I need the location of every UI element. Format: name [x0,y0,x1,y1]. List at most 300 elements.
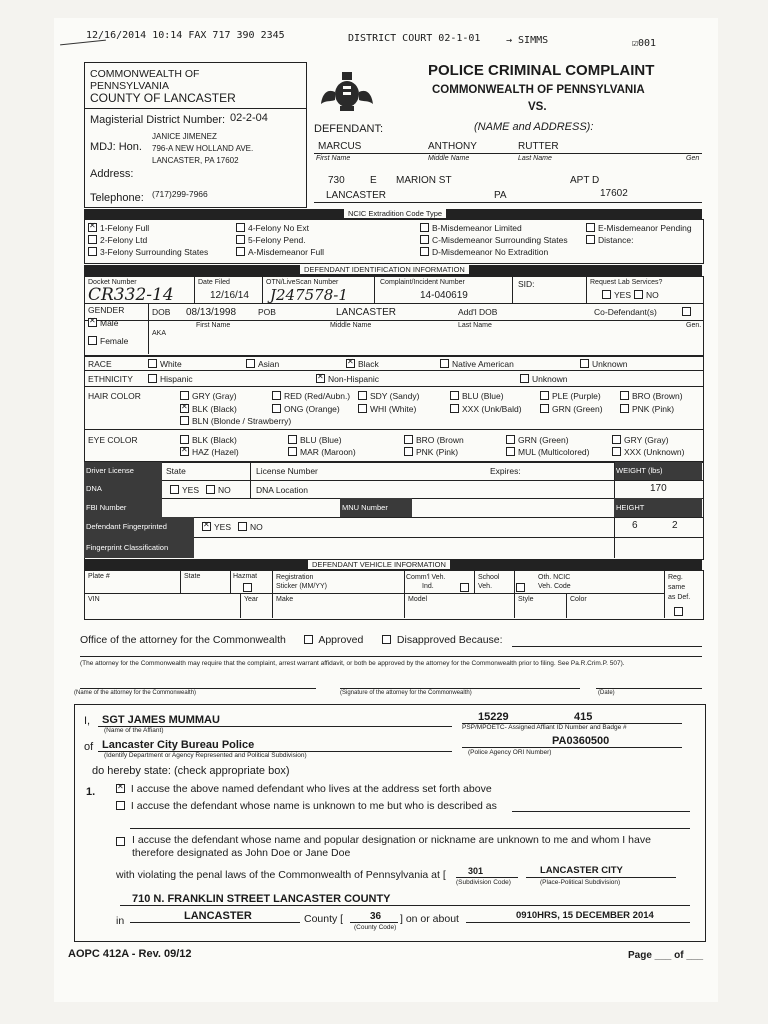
fbi-number-label: FBI Number [84,498,162,517]
dna-yes-box[interactable] [170,485,179,494]
blk-black-box[interactable] [180,435,189,444]
female-checkbox[interactable] [88,336,128,346]
hair-options-ple-purple-checkbox[interactable] [540,391,601,401]
hair-color-label: HAIR COLOR [88,391,141,401]
sdy-sandy-label: SDY (Sandy) [370,391,420,401]
ori-label: (Police Agency ORI Number) [468,749,552,756]
bro-brown-label: BRO (Brown) [632,391,683,401]
hair-options-grn-green-checkbox[interactable] [540,404,603,414]
school-vehicle-label [478,573,499,591]
hair-options-red-red-aubn-checkbox[interactable] [272,391,350,401]
xxx-unk-bald-label: XXX (Unk/Bald) [462,404,522,414]
on-or-about-label: ] on or about [400,913,459,925]
form-subtitle: COMMONWEALTH OF PENNSYLVANIA [432,84,645,96]
grn-green-box[interactable] [506,435,515,444]
affiant-statement: do hereby state: (check appropriate box) [92,765,290,777]
ple-purple-label: PLE (Purple) [552,391,601,401]
gry-gray-label: GRY (Gray) [192,391,237,401]
vin-label: VIN [88,596,100,603]
hair-options-pnk-pink-checkbox[interactable] [620,404,674,414]
4-felony-no-ext-box[interactable] [236,223,245,232]
mdj-label: Magisterial District Number: [90,114,226,126]
co-defendant-label: Co-Defendant(s) [594,307,657,317]
judge-address-1: 796-A NEW HOLLAND AVE. [152,144,254,153]
hazmat-checkbox[interactable] [243,583,255,593]
accuse-john-doe-checkbox[interactable] [116,834,676,860]
eye-color-label: EYE COLOR [88,435,138,445]
ident-header: DEFENDANT IDENTIFICATION INFORMATION [300,265,469,274]
court-divider [84,108,306,109]
blu-blue-label: BLU (Blue) [462,391,504,401]
vehicle-header: DEFENDANT VEHICLE INFORMATION [308,560,450,569]
affiant-name-label: (Name of the Affiant) [104,727,164,734]
dob-label: DOB [152,307,171,317]
fingerprinted-label: Defendant Fingerprinted [84,517,194,537]
address-label: Address: [90,168,134,180]
datetime-line [466,922,690,923]
page-count: Page ___ of ___ [628,950,704,961]
school-vehicle-box[interactable] [516,583,525,592]
d-misdemeanor-no-extradition-box[interactable] [420,247,429,256]
gry-gray-box[interactable] [612,435,621,444]
disapproved-checkbox[interactable] [382,634,503,646]
plate-label: Plate # [88,573,110,580]
grn-green-box[interactable] [540,404,549,413]
lab-no-label: NO [646,290,659,300]
pnk-pink-label: PNK (Pink) [632,404,675,414]
height-inches: 2 [672,520,678,531]
female-label: Female [100,336,129,346]
hazmat-box[interactable] [243,583,252,592]
black-box[interactable] [346,359,355,368]
eye-options-blu-blue-checkbox[interactable] [288,435,342,445]
vehicle-state-label: State [184,573,201,580]
attorney-rule [80,656,702,657]
female-box[interactable] [88,336,97,345]
xxx-unk-bald-box[interactable] [450,404,459,413]
height-label: HEIGHT [614,498,702,517]
vehicle-col-divider [272,570,273,618]
expires-label: Expires: [490,466,521,476]
hair-options-gry-gray-checkbox[interactable] [180,391,237,401]
dna-no-box[interactable] [206,485,215,494]
pob-value: LANCASTER [336,307,397,318]
white-box[interactable] [148,359,157,368]
1-felony-full-box[interactable] [88,223,97,232]
eye-options-mar-maroon-checkbox[interactable] [288,447,356,457]
pnk-pink-box[interactable] [404,447,413,456]
haz-hazel-box[interactable] [180,447,189,456]
ident-row-divider-1 [84,303,703,304]
form-title: POLICE CRIMINAL COMPLAINT [428,62,655,79]
3-felony-surrounding-states-box[interactable] [88,247,97,256]
c-misdemeanor-surrounding-states-box[interactable] [420,235,429,244]
school-label-2: Veh. [478,583,493,590]
reg-same-checkbox[interactable] [674,607,686,617]
1-felony-full-label: 1-Felony Full [100,223,150,233]
otn-label: OTN/LiveScan Number [266,279,339,286]
d-misdemeanor-no-extradition-label: D-Misdemeanor No Extradition [432,247,549,257]
school-label-1: School [478,574,500,581]
reg-same-2: same [668,584,686,591]
license-divider [84,480,703,481]
lab-services-label: Request Lab Services? [590,279,663,286]
race-options-white-checkbox[interactable] [148,359,182,369]
style-label: Style [518,596,534,603]
mdj-number: 02-2-04 [230,112,268,124]
gry-gray-box[interactable] [180,391,189,400]
5-felony-pend-label: 5-Felony Pend. [248,235,306,245]
pennsylvania-seal-icon [318,70,376,114]
sid-label: SID: [518,279,535,289]
red-red-aubn-label: RED (Red/Aubn.) [284,391,351,401]
accuse-unknown-label: I accuse the defendant whose name is unknown to me but who is described as [130,800,497,812]
unknown-box[interactable] [520,374,529,383]
blu-blue-box[interactable] [288,435,297,444]
ident-row-divider-2 [84,320,703,321]
white-label: White [160,359,182,369]
ncic-options-4-felony-no-ext-checkbox[interactable] [236,223,309,233]
ethnicity-options-non-hispanic-checkbox[interactable] [316,374,379,384]
place-subdivision: LANCASTER CITY [540,865,623,876]
aka-gen-label: Gen. [686,322,702,329]
affiant-agency: Lancaster City Bureau Police [102,739,255,751]
court-heading [90,68,236,104]
accuse-john-doe-box[interactable] [116,837,125,846]
lab-yes-checkbox[interactable] [602,290,631,300]
eye-options-grn-green-checkbox[interactable] [506,435,569,445]
court-line-2: PENNSYLVANIA [90,80,169,92]
county-code-line [350,922,398,923]
co-defendant-checkbox[interactable] [682,307,694,317]
disapproved-box[interactable] [382,635,391,644]
defendant-last-name: RUTTER [518,141,559,152]
commercial-label-1: Comm'l Veh. [406,574,446,581]
ncic-options-b-misdemeanor-limited-checkbox[interactable] [420,223,522,233]
dl-state-label: State [166,466,186,476]
whi-white-label: WHI (White) [370,404,417,414]
reg-same-label [668,573,690,603]
blk-black-box[interactable] [180,404,189,413]
native-american-box[interactable] [440,359,449,368]
registration-label-1: Registration [276,574,314,581]
hair-options-bro-brown-checkbox[interactable] [620,391,683,401]
middle-name-label: Middle Name [428,155,470,162]
street-number: 730 [328,175,345,186]
unknown-label: Unknown [592,359,628,369]
sdy-sandy-box[interactable] [358,391,367,400]
eye-options-mul-multicolored-checkbox[interactable] [506,447,589,457]
a-misdemeanor-full-label: A-Misdemeanor Full [248,247,325,257]
dna-yes-checkbox[interactable] [170,485,199,495]
accuse-unknown-box[interactable] [116,801,125,810]
hispanic-box[interactable] [148,374,157,383]
defendant-middle-name: ANTHONY [428,141,477,152]
co-defendant-box[interactable] [682,307,691,316]
fingerprint-no-checkbox[interactable] [238,522,263,532]
unknown-box[interactable] [580,359,589,368]
ncic-options-e-misdemeanor-pending-checkbox[interactable] [586,223,692,233]
mar-maroon-label: MAR (Maroon) [300,447,356,457]
asian-box[interactable] [246,359,255,368]
5-felony-pend-box[interactable] [236,235,245,244]
ncic-options-2-felony-ltd-checkbox[interactable] [88,235,147,245]
dna-no-checkbox[interactable] [206,485,231,495]
ident-col-divider [374,276,375,303]
3-felony-surrounding-states-label: 3-Felony Surrounding States [100,247,209,257]
fingerprint-classification-label: Fingerprint Classification [84,537,194,558]
last-name-label: Last Name [518,155,552,162]
eye-options-xxx-unknown-checkbox[interactable] [612,447,684,457]
attorney-date-line [596,688,702,689]
eye-options-haz-hazel-checkbox[interactable] [180,447,239,457]
state: PA [494,190,507,201]
county-code: 36 [370,911,382,922]
affiant-of-label: of [84,741,94,753]
grn-green-label: GRN (Green) [552,404,603,414]
blu-blue-box[interactable] [450,391,459,400]
ncic-options-5-felony-pend-checkbox[interactable] [236,235,306,245]
place-line [526,877,676,878]
street-direction: E [370,175,377,186]
vehicle-row-divider [84,593,664,594]
disapproved-label: Disapproved Because: [396,634,503,646]
non-hispanic-box[interactable] [316,374,325,383]
ethnicity-options-unknown-checkbox[interactable] [520,374,567,384]
docket-label: Docket Number [88,279,137,286]
e-misdemeanor-pending-label: E-Misdemeanor Pending [598,223,692,233]
asian-label: Asian [258,359,280,369]
lab-yes-box[interactable] [602,290,611,299]
school-vehicle-checkbox[interactable] [516,583,528,593]
vehicle-col-divider [664,570,665,618]
non-hispanic-label: Non-Hispanic [328,374,380,384]
additional-dob-label: Add'l DOB [458,307,498,317]
accuse-named-checkbox[interactable] [116,783,492,795]
eye-options-blk-black-checkbox[interactable] [180,435,237,445]
fax-page-number: ☑001 [632,38,657,49]
bro-brown-label: BRO (Brown [416,435,464,445]
gender-label: GENDER [88,305,125,315]
xxx-unknown-box[interactable] [612,447,621,456]
affiant-id-number: 15229 [478,711,509,723]
county-label: County [ [304,913,344,925]
name-underline [314,153,702,154]
eye-options-bro-brown-checkbox[interactable] [404,435,464,445]
commercial-vehicle-box[interactable] [460,583,469,592]
model-label: Model [408,596,428,603]
subdivision-code-line [456,877,518,878]
attorney-signature-label: (Signature of the attorney for the Commonwealth) [340,690,472,696]
dna-yes-label: YES [182,485,200,495]
hair-options-whi-white-checkbox[interactable] [358,404,416,414]
race-options-unknown-checkbox[interactable] [580,359,627,369]
dna-location-label: DNA Location [256,485,308,495]
weight-value: 170 [650,483,667,494]
male-checkbox[interactable] [88,318,118,328]
hair-options-sdy-sandy-checkbox[interactable] [358,391,419,401]
vehicle-box [84,570,704,620]
lab-no-checkbox[interactable] [634,290,659,300]
native-american-label: Native American [452,359,514,369]
hair-options-blu-blue-checkbox[interactable] [450,391,504,401]
mar-maroon-box[interactable] [288,447,297,456]
commercial-vehicle-label [406,573,445,591]
lab-no-box[interactable] [634,290,643,299]
male-box[interactable] [88,318,97,327]
blu-blue-label: BLU (Blue) [300,435,342,445]
fingerprint-yes-box[interactable] [202,522,211,531]
whi-white-box[interactable] [358,404,367,413]
hair-options-bln-blonde-strawberry-checkbox[interactable] [180,416,291,426]
eye-options-gry-gray-checkbox[interactable] [612,435,669,445]
defendant-first-name: MARCUS [318,141,362,152]
bln-blonde-strawberry-box[interactable] [180,416,189,425]
description-line-1 [512,811,690,812]
bln-blonde-strawberry-label: BLN (Blonde / Strawberry) [192,416,292,426]
ncic-options-1-felony-full-checkbox[interactable] [88,223,149,233]
fingerprint-no-label: NO [250,522,263,532]
unknown-label: Unknown [532,374,568,384]
vehicle-col-divider [566,593,567,618]
ong-orange-box[interactable] [272,404,281,413]
place-label: (Place-Political Subdivision) [540,879,621,886]
accuse-unknown-checkbox[interactable] [116,800,497,812]
b-misdemeanor-limited-box[interactable] [420,223,429,232]
approved-label: Approved [318,634,364,646]
commercial-vehicle-checkbox[interactable] [460,583,472,593]
gender-divider [148,303,149,354]
fingerprint-no-box[interactable] [238,522,247,531]
date-filed-label: Date Filed [198,279,230,286]
form-number: AOPC 412A - Rev. 09/12 [68,948,192,960]
e-misdemeanor-pending-box[interactable] [586,223,595,232]
police-ori-number: PA0360500 [552,735,610,747]
gry-gray-label: GRY (Gray) [624,435,669,445]
b-misdemeanor-limited-label: B-Misdemeanor Limited [432,223,522,233]
ncic-header-bar [84,209,702,219]
attorney-name-label: (Name of the attorney for the Commonwealth) [74,690,197,696]
vehicle-col-divider [514,570,515,618]
affiant-i-label: I, [84,715,91,727]
vehicle-col-divider [240,593,241,618]
bro-brown-box[interactable] [404,435,413,444]
gen-label: Gen [686,155,700,162]
telephone-label: Telephone: [90,192,144,204]
mul-multicolored-box[interactable] [506,447,515,456]
fingerprint-yes-label: YES [214,522,232,532]
ncic-header: NCIC Extradition Code Type [344,209,446,218]
distance-box[interactable] [586,235,595,244]
race-options-black-checkbox[interactable] [346,359,379,369]
accuse-john-doe-label: I accuse the defendant whose name and popular designation or nickname are unknown to me and whom I have therefore designated as John Doe or Jane Doe [132,834,651,859]
ncic-options-d-misdemeanor-no-extradition-checkbox[interactable] [420,247,548,257]
descriptors-divider [84,429,703,430]
hair-options-ong-orange-checkbox[interactable] [272,404,340,414]
aka-first-label: First Name [196,322,231,329]
dna-no-label: NO [218,485,231,495]
height-feet: 6 [632,520,638,531]
fingerprint-yes-checkbox[interactable] [202,522,231,532]
affiant-name: SGT JAMES MUMMAU [102,714,220,726]
subdivision-code-label: (Subdivision Code) [456,879,511,886]
hazmat-label: Hazmat [233,573,258,580]
in-label: in [116,915,125,927]
distance-label: Distance: [598,235,634,245]
ncic-label-1: Oth. NCIC [538,574,571,581]
location-line [120,905,690,906]
telephone-number: (717)299-7966 [152,189,208,199]
red-red-aubn-box[interactable] [272,391,281,400]
attorney-date-label: (Date) [598,690,615,696]
ori-line [462,747,682,748]
judge-info [152,131,253,167]
court-line-3: COUNTY OF LANCASTER [90,91,236,105]
hair-options-blk-black-checkbox[interactable] [180,404,237,414]
descriptors-divider [84,370,703,371]
registration-label [276,573,327,591]
approved-box[interactable] [304,635,313,644]
first-name-label: First Name [316,155,351,162]
ethnicity-options-hispanic-checkbox[interactable] [148,374,193,384]
c-misdemeanor-surrounding-states-label: C-Misdemeanor Surrounding States [432,235,568,245]
eye-options-pnk-pink-checkbox[interactable] [404,447,458,457]
ident-header-bar [84,265,702,276]
a-misdemeanor-full-box[interactable] [236,247,245,256]
ncic-options-3-felony-surrounding-states-checkbox[interactable] [88,247,208,257]
color-label: Color [570,596,587,603]
registration-label-2: Sticker (MM/YY) [276,583,327,590]
pnk-pink-box[interactable] [620,404,629,413]
name-address-label: (NAME and ADDRESS): [474,121,594,133]
pob-label: POB [258,307,276,317]
attorney-note: (The attorney for the Commonwealth may require that the complaint, arrest warrant affidavit, or both be approved by the attorney for the Commonwealth prior to filing. See Pa.R.Crim.P. 507). [80,660,625,667]
race-options-asian-checkbox[interactable] [246,359,279,369]
mnu-number-label: MNU Number [340,498,412,517]
offense-location: 710 N. FRANKLIN STREET LANCASTER COUNTY [132,893,391,905]
county-code-label: (County Code) [354,924,397,931]
accuse-named-box[interactable] [116,784,125,793]
attorney-name-line [80,688,316,689]
vehicle-header-bar [84,560,702,570]
bro-brown-box[interactable] [620,391,629,400]
ncic-vehicle-label [538,573,571,591]
court-line-1: COMMONWEALTH OF [90,68,200,80]
subdivision-code: 301 [468,866,484,876]
item-number: 1. [86,786,96,798]
attorney-signature-line [340,688,580,689]
2-felony-ltd-box[interactable] [88,235,97,244]
approved-checkbox[interactable] [304,634,363,646]
street-name: MARION ST [396,175,452,186]
ple-purple-box[interactable] [540,391,549,400]
address-underline [314,202,702,203]
reg-same-box[interactable] [674,607,683,616]
ncic-options-distance-checkbox[interactable] [586,235,633,245]
disapproved-reason-line [512,646,702,647]
grn-green-label: GRN (Green) [518,435,569,445]
ncic-options-c-misdemeanor-surrounding-states-checkbox[interactable] [420,235,568,245]
fax-datetime: 12/16/2014 10:14 FAX 717 390 2345 [86,30,285,41]
blk-black-label: BLK (Black) [192,435,237,445]
ncic-options-a-misdemeanor-full-checkbox[interactable] [236,247,324,257]
accuse-named-label: I accuse the above named defendant who lives at the address set forth above [130,783,492,795]
fax-court: DISTRICT COURT 02-1-01 [348,33,481,44]
race-label: RACE [88,359,112,369]
race-options-native-american-checkbox[interactable] [440,359,514,369]
driver-license-label: Driver License [84,462,162,480]
hair-options-xxx-unk-bald-checkbox[interactable] [450,404,522,414]
